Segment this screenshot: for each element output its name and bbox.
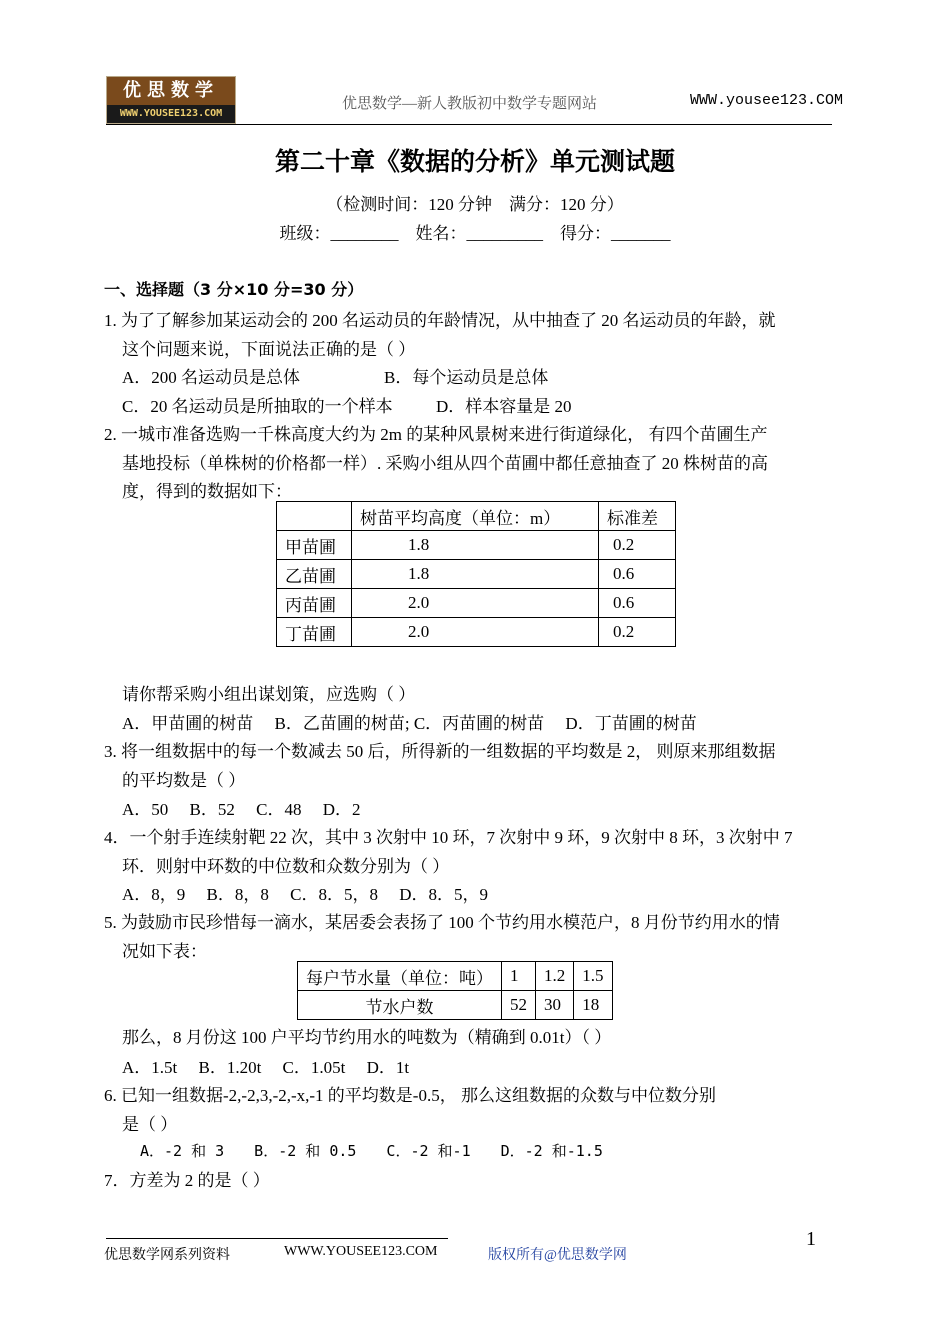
- q6-line2: 是（ ）: [122, 1115, 178, 1134]
- site-logo[interactable]: [106, 76, 236, 124]
- table-cell: 0.2: [599, 618, 676, 647]
- table-cell: 丙苗圃: [277, 589, 352, 618]
- table-cell: 0.6: [599, 560, 676, 589]
- q6-line1: 6. 已知一组数据-2,-2,3,-2,-x,-1 的平均数是-0.5， 那么这组数据的众数与中位数分别: [104, 1086, 716, 1105]
- footer-series: 优思数学网系列资料: [104, 1248, 230, 1263]
- header-site-url[interactable]: WWW.yousee123.COM: [690, 92, 844, 109]
- table-cell: 1: [502, 962, 536, 991]
- q2-table: [276, 501, 676, 647]
- table-cell: 1.8: [352, 560, 599, 589]
- table-header-cell: 树苗平均高度（单位：m）: [352, 502, 599, 531]
- table-cell: 1.2: [536, 962, 574, 991]
- table-row: [277, 531, 676, 560]
- q1-option-d: D．样本容量是 20: [436, 397, 572, 416]
- header-site-name: 优思数学—新人教版初中数学专题网站: [342, 96, 598, 112]
- table-row: [277, 560, 676, 589]
- q2-line3: 度，得到的数据如下：: [122, 482, 292, 501]
- q4-options: A．8，9 B．8，8 C．8．5，8 D．8．5，9: [122, 885, 488, 904]
- q1-option-b: B．每个运动员是总体: [384, 368, 549, 387]
- q1-option-a: A．200 名运动员是总体: [122, 368, 301, 387]
- table-header-cell: [277, 502, 352, 531]
- table-cell: 0.6: [599, 589, 676, 618]
- q1-line1: 1. 为了了解参加某运动会的 200 名运动员的年龄情况，从中抽查了 20 名运动员的年龄，就: [104, 311, 776, 330]
- q2-line4: 请你帮采购小组出谋划策，应选购（ ）: [122, 685, 416, 704]
- student-info-row: 班级：________ 姓名：_________ 得分：_______: [279, 224, 671, 243]
- logo-text: 优思数学: [107, 77, 235, 105]
- table-cell: 丁苗圃: [277, 618, 352, 647]
- q4-line1: 4．一个射手连续射靶 22 次，其中 3 次射中 10 环，7 次射中 9 环，9 次射中 8 环，3 次射中 7: [104, 828, 793, 847]
- page-number: 1: [806, 1228, 816, 1250]
- page-title: 第二十章《数据的分析》单元测试题: [274, 147, 675, 176]
- q2-line1: 2. 一城市准备选购一千株高度大约为 2m 的某种风景树来进行街道绿化， 有四个苗圃生产: [104, 425, 768, 444]
- logo-url: WWW.YOUSEE123.COM: [107, 105, 235, 123]
- table-cell: 2.0: [352, 589, 599, 618]
- table-cell: 甲苗圃: [277, 531, 352, 560]
- q1-line2: 这个问题来说，下面说法正确的是（ ）: [122, 340, 416, 359]
- q7-line1: 7．方差为 2 的是（ ）: [104, 1171, 270, 1190]
- table-header-cell: 标准差: [599, 502, 676, 531]
- table-cell: 1.5: [574, 962, 612, 991]
- footer-url[interactable]: WWW.YOUSEE123.COM: [284, 1244, 438, 1259]
- table-cell: 30: [536, 991, 574, 1020]
- q5-table: [297, 961, 613, 1020]
- table-cell: 乙苗圃: [277, 560, 352, 589]
- table-cell: 0.2: [599, 531, 676, 560]
- header-divider: [106, 124, 832, 125]
- table-cell: 每户节水量（单位：吨）: [298, 962, 502, 991]
- q5-line1: 5. 为鼓励市民珍惜每一滴水，某居委会表扬了 100 个节约用水模范户，8 月份节约用水的情: [104, 913, 780, 932]
- section-heading: 一、选择题（3 分×10 分=30 分）: [104, 280, 364, 299]
- footer-copyright[interactable]: 版权所有@优思数学网: [488, 1248, 627, 1263]
- footer-divider: [106, 1238, 448, 1239]
- q2-line2: 基地投标（单株树的价格都一样）. 采购小组从四个苗圃中都任意抽查了 20 株树苗的高: [122, 454, 768, 473]
- q3-options: A．50 B．52 C．48 D．2: [122, 800, 361, 819]
- q4-line2: 环．则射中环数的中位数和众数分别为（ ）: [122, 857, 450, 876]
- q5-line2: 况如下表：: [122, 942, 207, 961]
- q5-options: A．1.5t B．1.20t C．1.05t D．1t: [122, 1058, 410, 1077]
- q2-options: A．甲苗圃的树苗 B．乙苗圃的树苗; C．丙苗圃的树苗 D．丁苗圃的树苗: [122, 714, 697, 733]
- table-cell: 节水户数: [298, 991, 502, 1020]
- q1-option-c: C．20 名运动员是所抽取的一个样本: [122, 397, 393, 416]
- table-row: [298, 962, 613, 991]
- exam-info: （检测时间：120 分钟 满分：120 分）: [326, 195, 624, 214]
- table-header-row: [277, 502, 676, 531]
- table-row: [298, 991, 613, 1020]
- table-cell: 18: [574, 991, 612, 1020]
- table-row: [277, 618, 676, 647]
- q6-options: A．-2 和 3 B．-2 和 0.5 C．-2 和-1 D．-2 和-1.5: [140, 1142, 603, 1160]
- table-cell: 52: [502, 991, 536, 1020]
- q3-line2: 的平均数是（ ）: [122, 771, 246, 790]
- q3-line1: 3. 将一组数据中的每一个数减去 50 后，所得新的一组数据的平均数是 2， 则原来那组数据: [104, 742, 776, 761]
- table-cell: 1.8: [352, 531, 599, 560]
- table-row: [277, 589, 676, 618]
- table-cell: 2.0: [352, 618, 599, 647]
- q5-line3: 那么，8 月份这 100 户平均节约用水的吨数为（精确到 0.01t）（ ）: [122, 1028, 612, 1047]
